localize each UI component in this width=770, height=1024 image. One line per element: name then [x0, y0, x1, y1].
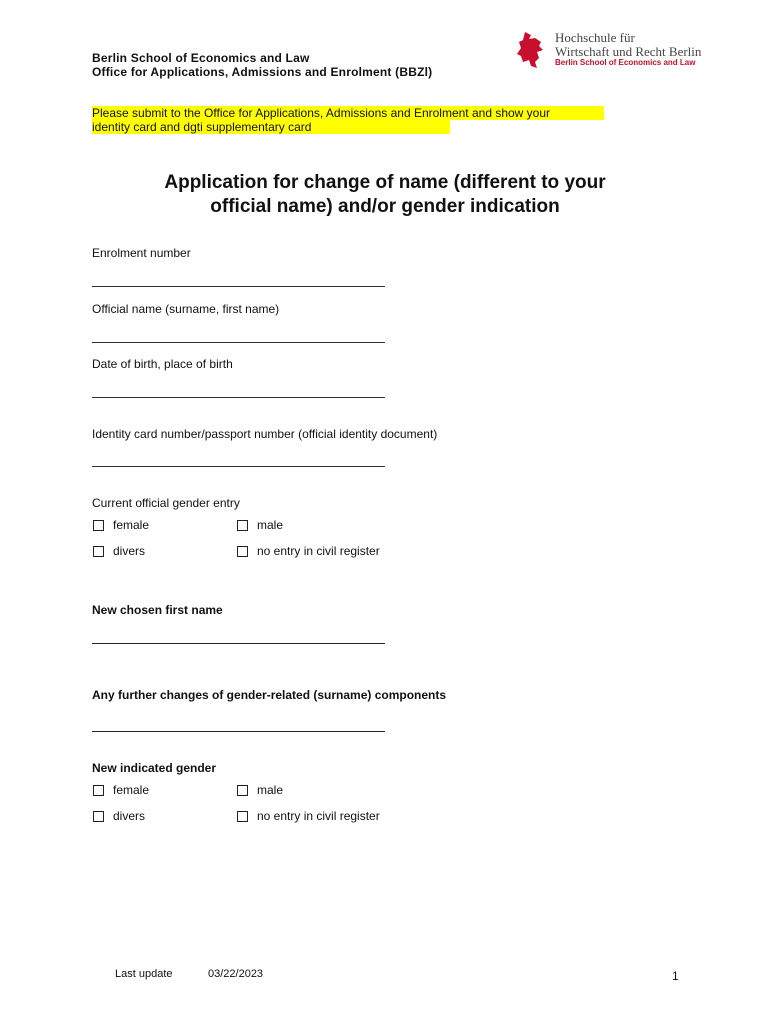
new-gender-label: New indicated gender	[92, 761, 217, 775]
title-line1: Application for change of name (different to your	[164, 172, 606, 193]
identity-label: Identity card number/passport number (official identity document)	[92, 427, 438, 441]
bear-icon	[515, 30, 547, 70]
institution-name: Berlin School of Economics and Law	[92, 51, 310, 65]
current-gender-male-checkbox[interactable]: male	[237, 518, 283, 532]
page-number: 1	[672, 969, 679, 983]
checkbox-icon	[237, 811, 248, 822]
logo-line2: Wirtschaft und Recht Berlin	[555, 44, 702, 59]
further-changes-field[interactable]	[92, 731, 385, 732]
birth-field[interactable]	[92, 397, 385, 398]
checkbox-icon	[93, 546, 104, 557]
current-gender-no-entry-checkbox[interactable]: no entry in civil register	[237, 544, 380, 558]
enrolment-field[interactable]	[92, 286, 385, 287]
notice-line2: identity card and dgti supplementary card	[92, 120, 450, 134]
checkbox-icon	[237, 520, 248, 531]
official-name-label: Official name (surname, first name)	[92, 302, 280, 316]
further-changes-label: Any further changes of gender-related (surname) components	[92, 688, 447, 702]
current-gender-label: Current official gender entry	[92, 496, 240, 510]
notice-line1: Please submit to the Office for Applications, Admissions and Enrolment and show your	[92, 106, 604, 120]
last-update-label: Last update	[115, 968, 173, 980]
office-name: Office for Applications, Admissions and Enrolment (BBZl)	[92, 65, 433, 79]
new-first-name-field[interactable]	[92, 643, 385, 644]
checkbox-icon	[93, 520, 104, 531]
new-first-name-label: New chosen first name	[92, 603, 223, 617]
birth-label: Date of birth, place of birth	[92, 357, 233, 371]
checkbox-icon	[93, 785, 104, 796]
new-gender-divers-checkbox[interactable]: divers	[93, 809, 145, 823]
last-update-date: 03/22/2023	[208, 968, 264, 980]
checkbox-icon	[93, 811, 104, 822]
new-gender-female-checkbox[interactable]: female	[93, 783, 149, 797]
current-gender-divers-checkbox[interactable]: divers	[93, 544, 145, 558]
logo-line3: Berlin School of Economics and Law	[555, 58, 696, 67]
new-gender-male-checkbox[interactable]: male	[237, 783, 283, 797]
page-title	[0, 171, 770, 219]
checkbox-icon	[237, 546, 248, 557]
new-gender-no-entry-checkbox[interactable]: no entry in civil register	[237, 809, 380, 823]
enrolment-label: Enrolment number	[92, 246, 191, 260]
identity-field[interactable]	[92, 466, 385, 467]
checkbox-icon	[237, 785, 248, 796]
title-line2: official name) and/or gender indication	[210, 196, 560, 217]
current-gender-female-checkbox[interactable]: female	[93, 518, 149, 532]
official-name-field[interactable]	[92, 342, 385, 343]
logo-line1: Hochschule für	[555, 30, 635, 45]
